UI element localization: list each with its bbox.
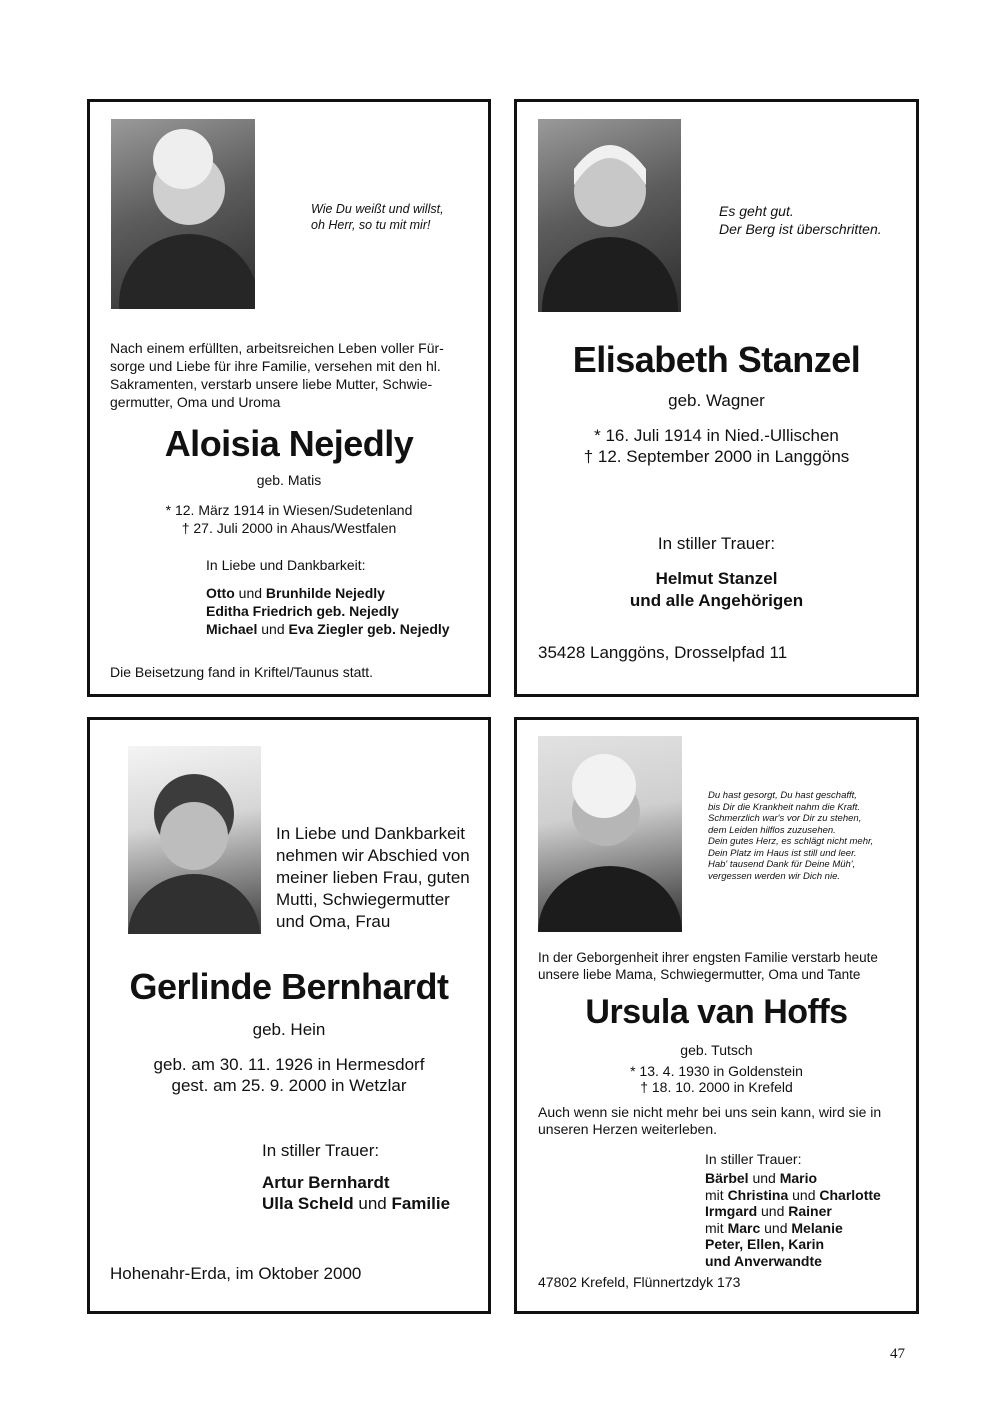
poem-line: Dein Platz im Haus ist still und leer.: [708, 847, 857, 859]
intro-text: [110, 339, 444, 411]
portrait-figure: [128, 746, 261, 934]
mourner-line: Peter, Ellen, Karin: [705, 1236, 825, 1252]
intro-line: unsere liebe Mama, Schwiegermutter, Oma und Tante: [538, 967, 861, 982]
obituary-card-aloisia-nejedly: [87, 99, 491, 697]
quote-line: Es geht gut.: [719, 203, 794, 219]
maiden-name: geb. Matis: [256, 472, 322, 488]
mourners-list: [206, 584, 450, 638]
mourner-line: [206, 620, 450, 638]
remembrance-line: unseren Herzen weiterleben.: [538, 1121, 717, 1137]
deceased-name: Ursula van Hoffs: [585, 993, 848, 1031]
footer-place-date: Hohenahr-Erda, im Oktober 2000: [110, 1264, 362, 1283]
mourner-line: [705, 1203, 881, 1220]
footer-address: 47802 Krefeld, Flünnertzdyk 173: [538, 1274, 741, 1290]
footer-note: Die Beisetzung fand in Kriftel/Taunus statt.: [110, 664, 374, 680]
mourner-line: Artur Bernhardt: [262, 1173, 390, 1192]
mourner-line: und Anverwandte: [705, 1252, 822, 1269]
poem-line: bis Dir die Krankheit nahm die Kraft.: [708, 801, 861, 813]
remembrance-line: Auch wenn sie nicht mehr bei uns sein kann, wird sie in: [538, 1104, 882, 1120]
death-date: gest. am 25. 9. 2000 in Wetzlar: [171, 1076, 407, 1095]
birth-date: * 16. Juli 1914 in Nied.-Ullischen: [594, 426, 839, 445]
quote: [719, 202, 882, 238]
intro-line: Sakramenten, verstarb unsere liebe Mutter, Schwie-: [110, 376, 433, 392]
portrait-photo-elisabeth: [538, 119, 681, 312]
mourner-name: Bärbel: [705, 1170, 749, 1186]
obituary-card-elisabeth-stanzel: [514, 99, 919, 697]
intro-line: In Liebe und Dankbarkeit: [276, 824, 466, 843]
portrait-photo-ursula: [538, 736, 682, 932]
mourner-conj: und: [760, 1219, 792, 1236]
mourner-line: Editha Friedrich geb. Nejedly: [206, 603, 399, 619]
death-date: † 27. Juli 2000 in Ahaus/Westfalen: [181, 520, 397, 536]
mourner-name: Familie: [391, 1194, 451, 1213]
mourner-conj: und: [757, 1203, 789, 1219]
death-date: † 18. 10. 2000 in Krefeld: [640, 1079, 793, 1095]
portrait-photo-aloisia: [111, 119, 255, 309]
mourner-name: Otto: [206, 585, 235, 601]
mourner-line: und alle Angehörigen: [629, 591, 804, 610]
mourner-name: Mario: [779, 1170, 818, 1186]
mourner-line: [705, 1170, 881, 1187]
mourner-name: Rainer: [788, 1203, 832, 1219]
mourner-conj: und: [748, 1170, 780, 1186]
poem-line: Du hast gesorgt, Du hast geschafft,: [708, 790, 857, 801]
mourner-name: Eva Ziegler geb. Nejedly: [288, 621, 450, 637]
poem-line: vergessen werden wir Dich nie.: [708, 870, 841, 882]
intro-line: und Oma, Frau: [276, 912, 391, 931]
deceased-name: Elisabeth Stanzel: [572, 339, 861, 380]
mourner-line: [206, 584, 450, 602]
intro-text: [276, 823, 470, 933]
intro-line: meiner lieben Frau, guten: [276, 868, 470, 887]
mourner-name: Melanie: [791, 1219, 843, 1236]
intro-line: Nach einem erfüllten, arbeitsreichen Leben voller Für-: [110, 340, 444, 356]
intro-line: In der Geborgenheit ihrer engsten Familie verstarb heute: [538, 950, 878, 965]
portrait-photo-gerlinde: [128, 746, 261, 934]
poem-line: dem Leiden hilflos zuzusehen.: [708, 824, 836, 836]
birth-date: * 13. 4. 1930 in Goldenstein: [630, 1063, 803, 1079]
mourner-name: Marc: [727, 1219, 761, 1236]
maiden-name: geb. Wagner: [668, 391, 765, 410]
maiden-name: geb. Hein: [252, 1020, 326, 1039]
portrait-figure: [111, 119, 255, 309]
mourner-name: Michael: [206, 621, 258, 637]
poem-line: Hab' tausend Dank für Deine Müh',: [708, 859, 856, 870]
page-number: 47: [890, 1346, 905, 1362]
mourner-conj: mit: [705, 1186, 728, 1203]
quote-line: oh Herr, so tu mit mir!: [311, 218, 431, 232]
birth-date: geb. am 30. 11. 1926 in Hermesdorf: [153, 1055, 425, 1074]
birth-date: * 12. März 1914 in Wiesen/Sudetenland: [165, 502, 413, 518]
quote-line: Wie Du weißt und willst,: [311, 202, 444, 216]
intro-line: nehmen wir Abschied von: [276, 846, 470, 865]
mourner-line: [262, 1194, 450, 1214]
mourner-line: Helmut Stanzel: [655, 569, 778, 588]
poem-line: Schmerzlich war's vor Dir zu stehen,: [708, 813, 862, 824]
mourner-line: [705, 1220, 881, 1237]
poem-line: Dein gutes Herz, es schlägt nicht mehr,: [708, 836, 874, 847]
mourner-conj: und: [353, 1194, 392, 1213]
mourner-name: Christina: [727, 1186, 789, 1203]
obituary-card-gerlinde-bernhardt: [87, 717, 491, 1314]
intro-text: [538, 949, 878, 983]
mourner-conj: und: [257, 621, 289, 637]
deceased-name: Aloisia Nejedly: [164, 423, 414, 464]
mourner-name: Ulla Scheld: [262, 1194, 354, 1213]
mourning-heading: In stiller Trauer:: [657, 534, 776, 553]
remembrance-text: [538, 1104, 881, 1138]
intro-line: germutter, Oma und Uroma: [110, 394, 281, 410]
quote-line: Der Berg ist überschritten.: [719, 221, 882, 237]
death-date: † 12. September 2000 in Langgöns: [583, 447, 850, 466]
mourner-line: [705, 1187, 881, 1204]
deceased-name: Gerlinde Bernhardt: [129, 966, 449, 1007]
mourner-conj: mit: [705, 1219, 728, 1236]
mourner-name: Irmgard: [705, 1203, 758, 1219]
portrait-figure: [538, 119, 681, 312]
mourner-conj: und: [788, 1186, 820, 1203]
intro-line: sorge und Liebe für ihre Familie, versehen mit den hl.: [110, 358, 441, 374]
mourning-heading: In stiller Trauer:: [262, 1141, 380, 1160]
mourner-name: Charlotte: [819, 1186, 881, 1203]
mourners-list: [705, 1170, 881, 1269]
portrait-figure: [538, 736, 682, 932]
poem: [708, 790, 873, 882]
intro-line: Mutti, Schwiegermutter: [276, 890, 450, 909]
maiden-name: geb. Tutsch: [680, 1042, 753, 1058]
mourning-heading: In Liebe und Dankbarkeit:: [206, 557, 366, 573]
quote: [311, 201, 444, 233]
mourner-conj: und: [234, 585, 266, 601]
obituary-card-ursula-van-hoffs: [514, 717, 919, 1314]
mourner-name: Brunhilde Nejedly: [265, 585, 385, 601]
mourning-heading: In stiller Trauer:: [705, 1151, 802, 1167]
footer-address: 35428 Langgöns, Drosselpfad 11: [538, 643, 788, 662]
